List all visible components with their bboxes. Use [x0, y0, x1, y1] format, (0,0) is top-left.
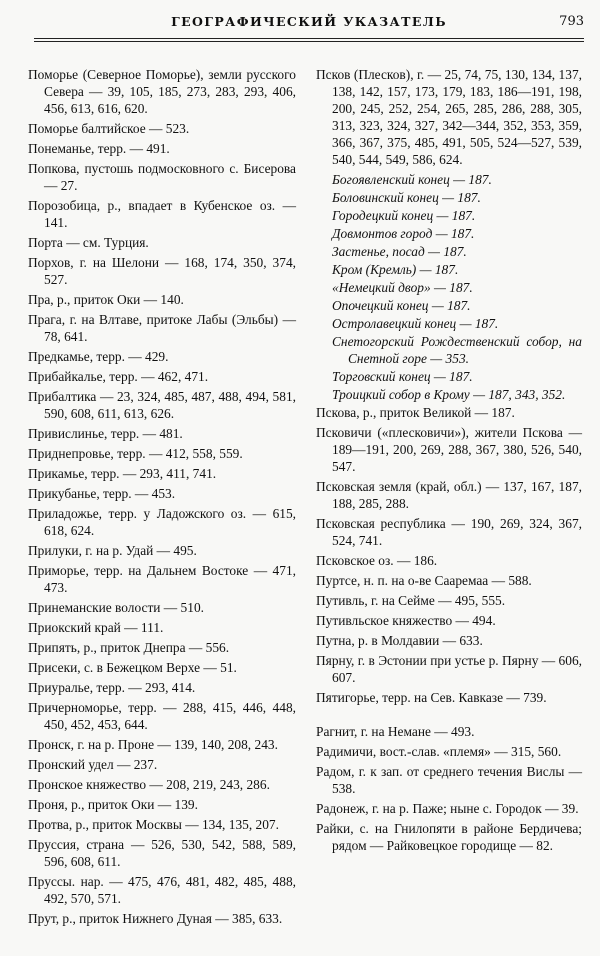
index-entry: Псковское оз. — 186.	[316, 553, 438, 568]
index-entry: Протва, р., приток Москвы — 134, 135, 207.	[28, 817, 279, 832]
index-entry: Псковичи («плесковичи»), жители Пскова — 189—191, 200, 269, 288, 367, 380, 526, 540, 547.	[316, 425, 582, 474]
index-entry: Псков (Плесков), г. — 25, 74, 75, 130, 134, 137, 138, 142, 157, 173, 179, 183, 186—191, 198, 200, 245, 252, 254, 265, 285, 286, 288, 305, 313, 323, 324, 327, 342—344, 352, 353, 359, 366, 367, 375, 485, 491, 505, 524—527, 539, 540, 544, 549, 586, 624.	[316, 67, 582, 167]
index-entry: Порозобица, р., впадает в Кубенское оз. — 141.	[28, 198, 296, 230]
index-entry: Проня, р., приток Оки — 139.	[28, 797, 198, 812]
index-entry: Пруссы. нар. — 475, 476, 481, 482, 485, 488, 492, 570, 571.	[28, 874, 296, 906]
index-entry: Радонеж, г. на р. Паже; ныне с. Городок — 39.	[316, 801, 579, 816]
index-entry: Пярну, г. в Эстонии при устье р. Пярну — 606, 607.	[316, 653, 582, 685]
index-subentry: Застенье, посад — 187.	[332, 244, 467, 259]
index-entry: Поморье (Северное Поморье), земли русского Севера — 39, 105, 185, 273, 283, 293, 406, 456, 613, 616, 620.	[28, 67, 296, 116]
index-subentry: Опочецкий конец — 187.	[332, 298, 471, 313]
index-subentry: Довмонтов город — 187.	[332, 226, 475, 241]
page-number: 793	[559, 14, 584, 29]
index-entry: Попкова, пустошь подмосковного с. Бисерова — 27.	[28, 161, 296, 193]
left-column	[28, 66, 296, 930]
index-entry: Пуртсе, н. п. на о-ве Сааремаа — 588.	[316, 573, 532, 588]
index-entry: Порхов, г. на Шелони — 168, 174, 350, 374, 527.	[28, 255, 296, 287]
index-entry: Радимичи, вост.-слав. «племя» — 315, 560.	[316, 744, 562, 759]
index-entry: Райки, с. на Гнилопяти в районе Бердичева; рядом — Райковецкое городище — 82.	[316, 821, 582, 853]
right-column	[316, 66, 582, 857]
index-entry: Причерноморье, терр. — 288, 415, 446, 448, 450, 452, 453, 644.	[28, 700, 296, 732]
index-entry: Прикамье, терр. — 293, 411, 741.	[28, 466, 217, 481]
index-entry: Приморье, терр. на Дальнем Востоке — 471, 473.	[28, 563, 296, 595]
index-entry: Прилуки, г. на р. Удай — 495.	[28, 543, 197, 558]
entry-group	[316, 404, 582, 706]
index-entry: Поморье балтийское — 523.	[28, 121, 190, 136]
index-subentry: «Немецкий двор» — 187.	[332, 280, 473, 295]
running-title: ГЕОГРАФИЧЕСКИЙ УКАЗАТЕЛЬ	[171, 14, 447, 29]
index-entry: Псковская республика — 190, 269, 324, 367, 524, 741.	[316, 516, 582, 548]
index-entry: Прикубанье, терр. — 453.	[28, 486, 176, 501]
index-entry: Порта — см. Турция.	[28, 235, 149, 250]
index-entry: Предкамье, терр. — 429.	[28, 349, 169, 364]
index-subentry: Кром (Кремль) — 187.	[332, 262, 459, 277]
index-entry: Радом, г. к зап. от среднего течения Вислы — 538.	[316, 764, 582, 796]
index-subentry: Торговский конец — 187.	[332, 369, 473, 384]
page-header	[34, 14, 584, 44]
index-subentry: Городецкий конец — 187.	[332, 208, 476, 223]
header-rule	[34, 41, 584, 42]
index-subentry: Остролавецкий конец — 187.	[332, 316, 499, 331]
index-entry: Пскова, р., приток Великой — 187.	[316, 405, 515, 420]
index-entry: Путивль, г. на Сейме — 495, 555.	[316, 593, 506, 608]
index-subentry: Троицкий собор в Крому — 187, 343, 352.	[332, 387, 566, 402]
index-entry: Приднепровье, терр. — 412, 558, 559.	[28, 446, 243, 461]
index-entry: Прибалтика — 23, 324, 485, 487, 488, 494, 581, 590, 608, 611, 613, 626.	[28, 389, 296, 421]
subentry-group	[316, 171, 582, 403]
index-entry: Путна, р. в Молдавии — 633.	[316, 633, 483, 648]
index-entry: Прибайкалье, терр. — 462, 471.	[28, 369, 209, 384]
index-entry: Приокский край — 111.	[28, 620, 164, 635]
index-entry: Пронский удел — 237.	[28, 757, 158, 772]
index-entry: Принеманские волости — 510.	[28, 600, 204, 615]
index-entry: Прут, р., приток Нижнего Дуная — 385, 633.	[28, 911, 283, 926]
index-entry: Привислинье, терр. — 481.	[28, 426, 183, 441]
index-entry: Пронск, г. на р. Проне — 139, 140, 208, 243.	[28, 737, 278, 752]
index-entry: Прага, г. на Влтаве, притоке Лабы (Эльбы) — 78, 641.	[28, 312, 296, 344]
entry-group	[316, 723, 582, 854]
index-entry: Путивльское княжество — 494.	[316, 613, 496, 628]
index-entry: Псковская земля (край, обл.) — 137, 167, 187, 188, 285, 288.	[316, 479, 582, 511]
index-entry: Приладожье, терр. у Ладожского оз. — 615, 618, 624.	[28, 506, 296, 538]
index-subentry: Снетогорский Рождественский собор, на Снетной горе — 353.	[332, 334, 582, 366]
index-entry: Понеманье, терр. — 491.	[28, 141, 170, 156]
index-entry: Пра, р., приток Оки — 140.	[28, 292, 184, 307]
index-entry: Присеки, с. в Бежецком Верхе — 51.	[28, 660, 237, 675]
index-entry: Пятигорье, терр. на Сев. Кавказе — 739.	[316, 690, 547, 705]
index-entry: Пронское княжество — 208, 219, 243, 286.	[28, 777, 270, 792]
header-rule	[34, 38, 584, 39]
index-subentry: Богоявленский конец — 187.	[332, 172, 492, 187]
index-entry: Припять, р., приток Днепра — 556.	[28, 640, 230, 655]
index-entry: Пруссия, страна — 526, 530, 542, 588, 589, 596, 608, 611.	[28, 837, 296, 869]
index-subentry: Боловинский конец — 187.	[332, 190, 481, 205]
index-entry: Рагнит, г. на Немане — 493.	[316, 724, 475, 739]
index-entry: Приуралье, терр. — 293, 414.	[28, 680, 196, 695]
